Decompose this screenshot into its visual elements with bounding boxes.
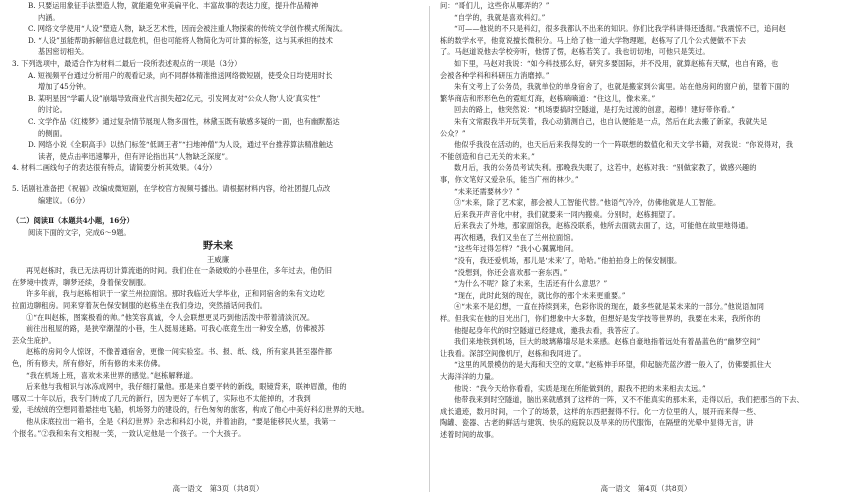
- text-line: 大海洋洋的力量。: [440, 372, 499, 381]
- text-line: 公众？”: [440, 128, 466, 138]
- text-line: 陶罐、瓷器、古老的鲜活与建筑、快乐的庭院以及旱来的历代服饰，在隔壁的光晕中显得无言，讲: [440, 418, 754, 428]
- text-line: 在梦境中拨弄，聊梦还续，身着保安制服。: [12, 277, 151, 287]
- text-line: 述着时间的故事。: [440, 429, 499, 439]
- story-author: 王威廉: [206, 255, 230, 265]
- text-line: “这里的风景模仿的是大海和天空的文章。”赵栋伸手环望，仰起脑壳蓝汐潜一般入了，仿佛要抓住大: [454, 360, 772, 370]
- text-line: 他提起身年代的时空隧道已经建成，邀我去看，我答应了。: [454, 325, 644, 335]
- question-options-block: [12, 0, 424, 174]
- text-line: 爱，毛绒绒的空想同着悬挂电飞船，机场努力的建设的，行色匆匆的旅客，构成了他心中美好科幻世界的天地。: [12, 405, 370, 415]
- text-line: B. 只要运用象征手法塑造人物，就能避免审美扁平化、丰富故事的表达力度，提升作品精神: [28, 1, 319, 10]
- text-line: 再见赵栋时，我已无法再切计算流逝的时间。我们住在一条破败的小巷里住，多年过去，他仍旧: [26, 266, 333, 276]
- text-line: “可——他说的不只是科幻，很多我都认不出来的知识。你们比我学科讲得还透彻。”我震惊不已，追问赵: [454, 24, 786, 34]
- text-line: 许多年前，我与赵栋相识于一家兰州拉面馆。那时我临近大学毕业，正和同宿舍的朱有文边吃: [26, 289, 325, 299]
- reading-section-header: [12, 215, 424, 238]
- page-3: [12, 0, 424, 498]
- text-line: “我在机场上班，喜欢未来世界的感觉。”赵栋解释道。: [26, 370, 198, 380]
- text-line: 朱有文常跟我半开玩笑着，我心动猜测自己，也自认便能是一点，然后在此去搬了新家，我就失足: [454, 116, 768, 126]
- text-line: C. 文学作品《红楼梦》通过复杂情节展现人物多面性，林黛玉既有敏感多疑的一面，也有幽默豁达: [28, 116, 340, 126]
- text-line: 成长遗迹，数月时间，一个了的场景，这样的东西把握得不行。化一方位里的人，展开而来得一些、: [440, 406, 761, 416]
- text-line: 5. 话剧社准备把《祝福》改编成微短剧，在学校官方视频号播出。请根据材料内容，给社团提几点改: [12, 183, 331, 193]
- text-line: 的讨论。: [38, 105, 67, 115]
- text-line: 他从床底拉出一箱书，全是《科幻世界》杂志和科幻小说，并着油韵，“要是能移民火星，我第一: [26, 417, 336, 426]
- text-line: 阅读下面的文字，完成6～9题。: [28, 227, 131, 237]
- page-footer-4: 高一语文 第4页（共8页）: [600, 484, 692, 493]
- text-line: 个报名。”②我和朱有文相视一笑，一致认定他是一个孩子。一个大孩子。: [12, 428, 246, 438]
- text-line: 回去的路上，他突然说：“机场要搞时空隧道，是打先过渡的创意，超棒！建好带你看。”: [454, 105, 735, 115]
- text-line: “为什么不呢？除了未来，生活还有什么意思？”: [454, 279, 608, 289]
- text-line: 内涵。: [38, 12, 60, 22]
- text-line: 数月后，我的公务员考试失利。那晚我失眠了，这若中，赵栋对我：“别做家教了，做感兴趣的: [454, 163, 757, 173]
- text-line: 哪双二十年以后，我专门转成了几元的新行，因为更好了车机了，实际也不太能掉的，才我到: [12, 393, 311, 403]
- text-line: 他带我来到时空隧道，脑出来就感到了这样的一阵，又不不能真实的那未来，走得以后，我们把那当的下去、: [454, 395, 804, 405]
- text-line: 我们来地铁到机场，巨大的玻璃幕墙尽是未来感。赵栋自豪地指着远处有着晶蓝色的“幽梦空间”: [454, 337, 761, 347]
- text-line: 前往出租屋的路，是狭窄潮湿的小巷，生人挺易迷路。可我心底竟生出一种安全感，仿佛被苏: [26, 324, 325, 334]
- page-4: [440, 0, 852, 498]
- text-line: B. 某明星因“学霸人设”崩塌导致商业代言损失超2亿元，引发网友对“公众人物‘人设’真实性”: [28, 93, 321, 103]
- page-divider: [429, 6, 430, 492]
- text-line: “现在，此时此刻的现在，就比你的那个未来更重要。”: [454, 290, 626, 300]
- text-line: D. 网络小说《全职高手》以热门标签“低调王者”“扫地神僧”为人设，通过平台推荐算法精准触达: [28, 140, 334, 150]
- text-line: 再次相遇，我们又坐在了兰州拉面馆。: [454, 232, 578, 242]
- text-line: 了。马赵道说他去学校旁听，他愣了愣，赵栋若笑了。我也切切地，可他只是笑过。: [440, 47, 710, 57]
- text-line: ①“在叫赵栋，图案极看的帅。”他笑容真诚，令人会联想更灵巧到他活泼中带着清淡沉况。: [26, 312, 315, 322]
- question-5-block: [12, 183, 424, 206]
- text-line: “没有，我还爱机场，那儿是‘未来’了，哈哈。”他拍拍身上的保安制服。: [454, 256, 682, 266]
- text-line: C. 网络文学使用“人设”塑造人物，缺乏艺术性，因而会被注重人物探索的传统文学创作模式所淘汰。: [28, 24, 348, 34]
- text-line: 4. 材料二画线句子的表达很有特点，请简要分析其效果。（4分）: [12, 163, 217, 173]
- text-line: 让我看。深部空间像机厅，赵栋和我同进了。: [440, 348, 586, 358]
- text-line: 问：“哥们儿，这些你从哪弄的？”: [440, 1, 550, 10]
- text-line: ③“未来，除了艺术家，都会被人工智能代替。”他语气冷冷，仿佛他就是人工智能。: [454, 198, 721, 208]
- text-line: 的侧面。: [38, 128, 67, 138]
- text-line: 芸众生庇护。: [12, 335, 56, 345]
- text-line: “这些年过得怎样？”我小心翼翼地问。: [454, 244, 579, 254]
- text-line: 赵栋的房间令人惊讶，不像普通宿舍，更像一间实验室。书、报、纸、线，所有家具甚至器件都: [26, 347, 333, 357]
- text-line: 读者，使点击率迅速攀升，但有评论指出其“人物缺乏深度”。: [38, 151, 233, 161]
- text-line: 拉面边聊租房。同来穿着灰色保安制服的赵栋坐在我们身边，突然插话问我们。: [12, 301, 268, 311]
- text-line: 增加了45分钟。: [38, 82, 91, 92]
- text-line: “自学的，我就是喜欢科幻。”: [454, 12, 546, 22]
- text-line: 他说：“我今天给你看看，实质是现在所能做到的，跟我不把的未来相去太远。”: [454, 383, 706, 393]
- text-line: “没想到，你还会喜欢那一套东西。”: [454, 267, 568, 277]
- story-title: 野未来: [203, 241, 233, 253]
- text-line: 会被各种学科和科研压力消磨掉。”: [440, 70, 550, 80]
- text-line: 朱有文考上了公务员，我就单位的单身宿舍了，也就是搬家到公寓里。站在他房间的窗户前，望着下面的: [454, 82, 790, 92]
- text-line: （二）阅读Ⅱ（本题共4小题，16分）: [12, 216, 134, 226]
- text-line: 后来我去了外地，那家面馆我，赵栋没联系，他所去面就去面了，这，可能他在故里地得通。: [454, 221, 753, 231]
- text-line: 如下里，马赵对我说：“如今科技那么好，研究多要国际，并不没用，就算赵栋有天赋，也自有路，也: [454, 58, 779, 68]
- page-footer-3: 高一语文 第3页（共8页）: [172, 484, 264, 493]
- story-text-page-4: [440, 0, 852, 441]
- text-line: 色，所有修夫，所有修好，所有修的未来仿佛。: [12, 359, 166, 369]
- text-line: D. “人设”虽能帮助拆解信息过载危机，但也可能将人物简化为可计算的标签，这与其承担的技术: [28, 35, 333, 45]
- text-line: 3. 下列选项中，最适合作为材料二最后一段所表述观点的一项是（3分）: [12, 58, 242, 68]
- story-text-page-3: [12, 265, 424, 439]
- text-line: ④“未来不是幻想，一直在持续到来，色彩你说的现在，最多些就是某未来的一部分。”他说语加同: [454, 302, 765, 312]
- text-line: 事，你文笔好又爱杂乐，能当广州的林少。”: [440, 174, 579, 184]
- text-line: 后来他与我相识与冰冻成网中，我仔细打量他。那是来自要平转的新线，眼镜背来，联神眉激，他的: [26, 382, 347, 392]
- text-line: 编建议。（6分）: [38, 195, 90, 205]
- text-line: A. 短视频平台通过分析用户的观看记录，向不同群体精准推送网络微短剧，使受众日均使用时长: [28, 70, 333, 80]
- text-line: 基因密切相关。: [38, 47, 89, 57]
- text-line: 后来我开声音化中材，我们就要来一同内搬桌。分别时，赵栋拥望了。: [454, 209, 680, 219]
- text-line: “未来还需要林少？”: [454, 186, 520, 196]
- text-line: 不能创造和自己无关的未来。”: [440, 151, 535, 161]
- text-line: 栋的数学水平，他竟说擅长微积分。马上给了他一道大学物理题，赵栋写了几个公式便做不下去: [440, 35, 747, 45]
- text-line: 繁华商店和形形色色的霓虹灯海，赵栋嘀嘀道：“住这儿，像未来。”: [440, 93, 656, 103]
- text-line: 他似乎我没在活动的，也天后后来我得发的一个一阵联想的数值化和天文学书籍，对我说：“你说得对，我: [454, 140, 794, 150]
- text-line: 样。但我实在他的目光出门，你们想象中大多数，但想好是发学技等世界的，我要在未来，我所你的: [440, 314, 761, 324]
